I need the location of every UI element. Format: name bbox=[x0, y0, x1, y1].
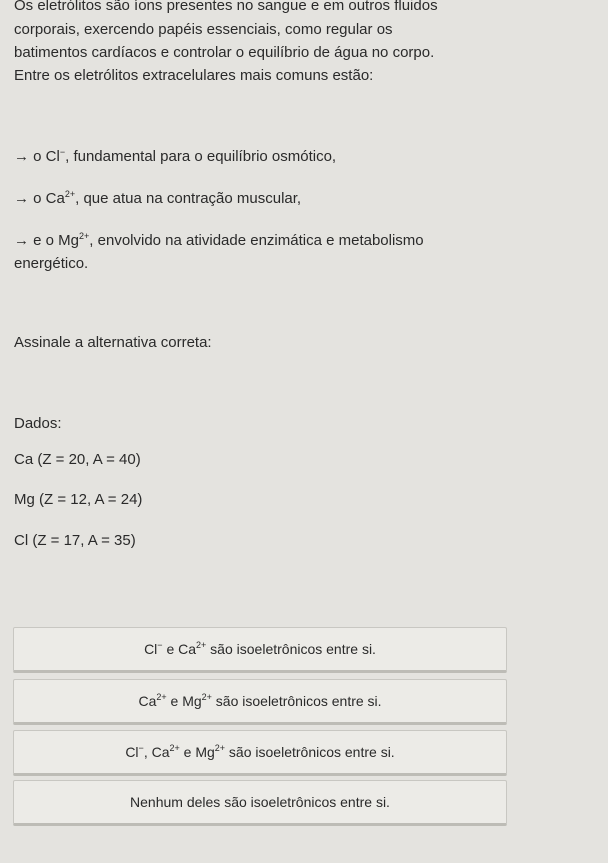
option-d-text: Nenhum deles são isoeletrônicos entre si. bbox=[130, 794, 390, 810]
dados-mg: Mg (Z = 12, A = 24) bbox=[14, 491, 143, 508]
option-d-button[interactable] bbox=[13, 780, 507, 826]
item-chloride-symbol: → o Cl bbox=[14, 148, 60, 165]
option-a-button[interactable] bbox=[13, 627, 507, 673]
option-b-text: $Ca^{2+}$ e $Mg^{2+}$ são isoeletrônicos entre si. bbox=[138, 692, 382, 709]
option-b-button[interactable] bbox=[13, 679, 507, 725]
option-c-text: Cl−, $Ca^{2+}$ e $Mg^{2+}$ são isoeletrônicos entre si. bbox=[125, 743, 395, 760]
item-calcium-text: , que atua na contração muscular, bbox=[75, 190, 302, 207]
item-magnesium bbox=[14, 231, 424, 251]
item-calcium-charge: 2+ bbox=[64, 189, 76, 199]
option-c-button[interactable] bbox=[13, 730, 507, 776]
dados-cl: Cl (Z = 17, A = 35) bbox=[14, 532, 136, 549]
item-calcium bbox=[14, 189, 301, 209]
dados-label: Dados: bbox=[14, 415, 62, 432]
item-chloride bbox=[14, 147, 336, 167]
dados-ca: Ca (Z = 20, A = 40) bbox=[14, 451, 141, 468]
option-a-text: Cl− e $Ca^{2+}$ são isoeletrônicos entre si. bbox=[144, 640, 376, 657]
item-magnesium-cont: energético. bbox=[14, 255, 89, 272]
item-magnesium-text: , envolvido na atividade enzimática e metabolismo bbox=[89, 232, 424, 249]
intro-line-2: corporais, exercendo papéis essenciais, como regular os bbox=[14, 21, 393, 38]
item-magnesium-charge: 2+ bbox=[79, 231, 90, 241]
question-text: Assinale a alternativa correta: bbox=[14, 334, 212, 351]
intro-line-4: Entre os eletrólitos extracelulares mais comuns estão: bbox=[14, 67, 374, 84]
intro-line-3: batimentos cardíacos e controlar o equilíbrio de água no corpo. bbox=[14, 44, 435, 61]
item-chloride-charge: − bbox=[59, 147, 66, 157]
item-magnesium-symbol: → e o Mg bbox=[14, 232, 80, 249]
item-chloride-text: , fundamental para o equilíbrio osmótico, bbox=[65, 148, 337, 165]
intro-line-1: Os eletrólitos são íons presentes no sangue e em outros fluidos bbox=[14, 0, 438, 14]
item-calcium-symbol: → o Ca bbox=[14, 190, 65, 207]
